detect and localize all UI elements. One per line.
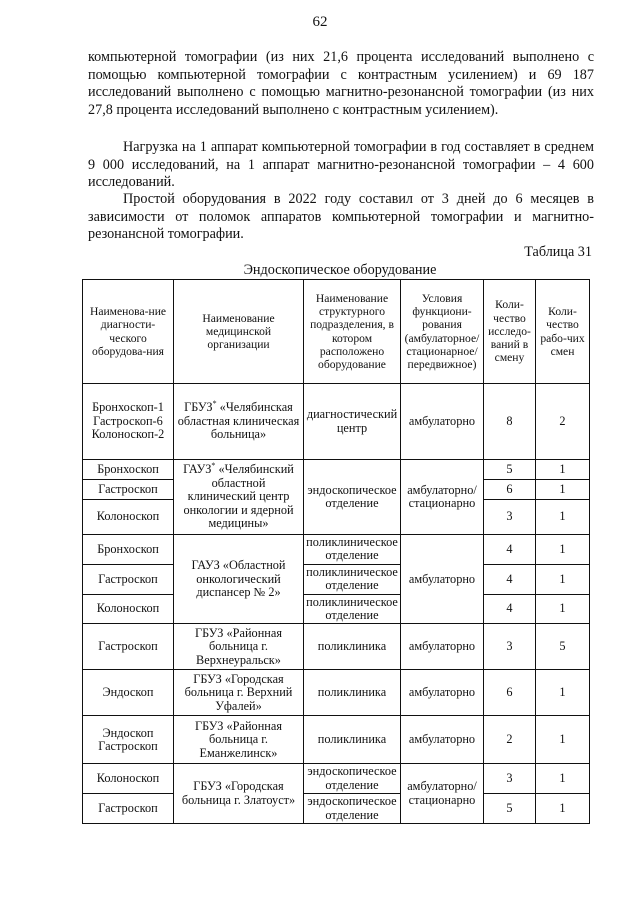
shifts-cell: 1 bbox=[536, 535, 590, 565]
organization-cell: ГБУЗ «Городская больница г. Златоуст» bbox=[174, 764, 304, 824]
shifts-cell: 1 bbox=[536, 794, 590, 824]
unit-cell: поликлиника bbox=[304, 670, 401, 716]
table-header-row bbox=[83, 280, 590, 384]
org-name: ГАУЗ bbox=[183, 462, 212, 477]
table-row bbox=[83, 384, 590, 460]
table-row bbox=[83, 460, 590, 480]
studies-cell: 5 bbox=[484, 460, 536, 480]
org-name-rest: «Челябинский областной клинический центр онкологии и ядерной медицины» bbox=[183, 462, 294, 531]
shifts-cell: 5 bbox=[536, 624, 590, 670]
shifts-cell: 2 bbox=[536, 384, 590, 460]
studies-cell: 4 bbox=[484, 594, 536, 624]
table-row bbox=[83, 794, 590, 824]
table-row bbox=[83, 716, 590, 764]
studies-cell: 5 bbox=[484, 794, 536, 824]
unit-cell: эндоскопическое отделение bbox=[304, 764, 401, 794]
organization-cell: ГБУЗ «Районная больница г. Верхнеуральск» bbox=[174, 624, 304, 670]
device-cell: Колоноскоп bbox=[83, 764, 174, 794]
header-unit: Наименование структурного подразделения, в котором расположено оборудование bbox=[304, 280, 401, 384]
conditions-cell: амбулаторно/ стационарно bbox=[401, 764, 484, 824]
unit-cell: эндоскопическое отделение bbox=[304, 460, 401, 535]
device-cell: Гастроскоп bbox=[83, 794, 174, 824]
unit-cell: поликлиника bbox=[304, 716, 401, 764]
studies-cell: 4 bbox=[484, 564, 536, 594]
unit-cell: поликлиническое отделение bbox=[304, 594, 401, 624]
device-cell: Бронхоскоп bbox=[83, 460, 174, 480]
equipment-table bbox=[82, 279, 590, 824]
shifts-cell: 1 bbox=[536, 764, 590, 794]
org-name: ГБУЗ bbox=[184, 400, 213, 415]
device-cell: Эндоскоп bbox=[83, 670, 174, 716]
table-caption: Эндоскопическое оборудование bbox=[243, 262, 437, 278]
organization-cell: ГБУЗ «Районная больница г. Еманжелинск» bbox=[174, 716, 304, 764]
studies-cell: 4 bbox=[484, 535, 536, 565]
unit-cell: эндоскопическое отделение bbox=[304, 794, 401, 824]
shifts-cell: 1 bbox=[536, 670, 590, 716]
page-number: 62 bbox=[312, 14, 328, 30]
device-cell: Колоноскоп bbox=[83, 594, 174, 624]
studies-cell: 3 bbox=[484, 624, 536, 670]
unit-cell: поликлиническое отделение bbox=[304, 535, 401, 565]
shifts-cell: 1 bbox=[536, 460, 590, 480]
studies-cell: 6 bbox=[484, 480, 536, 500]
unit-cell: поликлиническое отделение bbox=[304, 564, 401, 594]
paragraph-3: Простой оборудования в 2022 году составил от 3 дней до 6 месяцев в зависимости от поломок аппаратов компьютерной томографии и магнитно-резонансной томографии. bbox=[88, 191, 594, 242]
studies-cell: 2 bbox=[484, 716, 536, 764]
device-cell: Гастроскоп bbox=[83, 480, 174, 500]
device-cell: Бронхоскоп-1 Гастроскоп-6 Колоноскоп-2 bbox=[83, 384, 174, 460]
header-studies: Коли-чество исследо-ваний в смену bbox=[484, 280, 536, 384]
footnote-mark: * bbox=[212, 399, 217, 409]
conditions-cell: амбулаторно bbox=[401, 624, 484, 670]
footnote-mark: * bbox=[211, 461, 216, 471]
device-cell: Эндоскоп Гастроскоп bbox=[83, 716, 174, 764]
header-organization: Наименование медицинской организации bbox=[174, 280, 304, 384]
conditions-cell: амбулаторно bbox=[401, 670, 484, 716]
device-cell: Гастроскоп bbox=[83, 564, 174, 594]
device-cell: Колоноскоп bbox=[83, 500, 174, 535]
device-cell: Гастроскоп bbox=[83, 624, 174, 670]
conditions-cell: амбулаторно bbox=[401, 535, 484, 624]
table-row bbox=[83, 670, 590, 716]
shifts-cell: 1 bbox=[536, 564, 590, 594]
table-row bbox=[83, 594, 590, 624]
paragraph-1: компьютерной томографии (из них 21,6 процента исследований выполнено с помощью компьютерной томографии с контрастным усилением) и 69 187 исследований выполнено с помощью магнитно-резонансной томографии (из них 27,8 процента исследований выполнено с контрастным усилением). bbox=[88, 49, 594, 118]
device-cell: Бронхоскоп bbox=[83, 535, 174, 565]
table-row bbox=[83, 624, 590, 670]
organization-cell: ГАУЗ «Областной онкологический диспансер № 2» bbox=[174, 535, 304, 624]
shifts-cell: 1 bbox=[536, 500, 590, 535]
shifts-cell: 1 bbox=[536, 480, 590, 500]
organization-cell: ГБУЗ «Городская больница г. Верхний Уфалей» bbox=[174, 670, 304, 716]
table-row bbox=[83, 564, 590, 594]
conditions-cell: амбулаторно/ стационарно bbox=[401, 460, 484, 535]
conditions-cell: амбулаторно bbox=[401, 716, 484, 764]
header-conditions: Условия функциони-рования (амбулаторное/ стационарное/ передвижное) bbox=[401, 280, 484, 384]
table-row bbox=[83, 535, 590, 565]
shifts-cell: 1 bbox=[536, 594, 590, 624]
studies-cell: 3 bbox=[484, 764, 536, 794]
header-shifts: Коли-чество рабо-чих смен bbox=[536, 280, 590, 384]
table-label: Таблица 31 bbox=[524, 244, 592, 260]
unit-cell: диагностический центр bbox=[304, 384, 401, 460]
conditions-cell: амбулаторно bbox=[401, 384, 484, 460]
studies-cell: 8 bbox=[484, 384, 536, 460]
shifts-cell: 1 bbox=[536, 716, 590, 764]
unit-cell: поликлиника bbox=[304, 624, 401, 670]
header-device: Наименова-ние диагности-ческого оборудова-ния bbox=[83, 280, 174, 384]
studies-cell: 3 bbox=[484, 500, 536, 535]
table-row bbox=[83, 764, 590, 794]
paragraph-2: Нагрузка на 1 аппарат компьютерной томографии в год составляет в среднем 9 000 исследований, на 1 аппарат магнитно-резонансной томографии – 4 600 исследований. bbox=[88, 139, 594, 190]
organization-cell bbox=[174, 384, 304, 460]
studies-cell: 6 bbox=[484, 670, 536, 716]
org-name-rest: «Челябинская областная клиническая больница» bbox=[177, 400, 300, 442]
organization-cell bbox=[174, 460, 304, 535]
